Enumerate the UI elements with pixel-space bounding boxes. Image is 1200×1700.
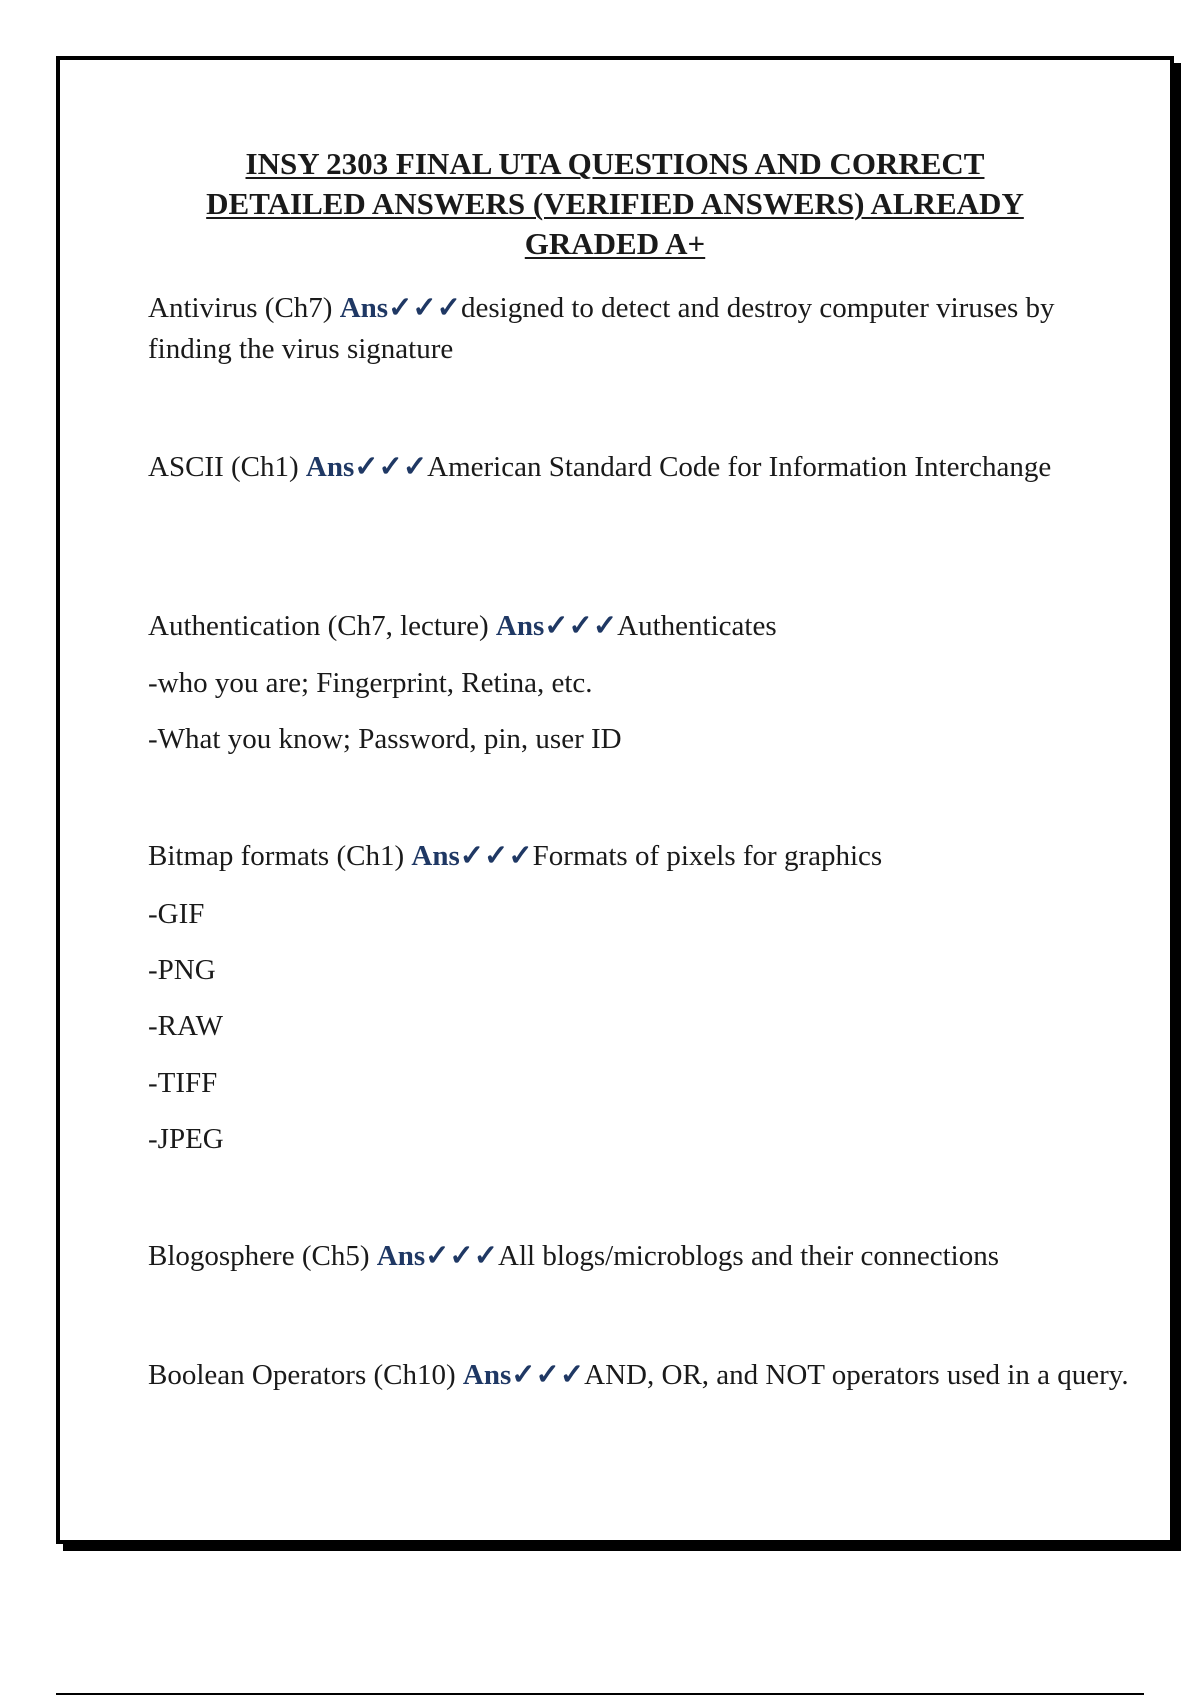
entry-term: Blogosphere (Ch5) [148, 1240, 377, 1272]
entry-detail-line: -PNG [148, 954, 216, 986]
answer-marker: Ans✓✓✓ [411, 840, 533, 872]
entry-term: Authentication (Ch7, lecture) [148, 610, 496, 642]
entry-term: Antivirus (Ch7) [148, 292, 340, 324]
page-frame [56, 56, 1174, 1544]
footer-rule [56, 1693, 1144, 1695]
qa-entry-blogosphere [148, 1236, 1138, 1277]
entry-detail-line: -GIF [148, 898, 205, 930]
qa-entry-ascii [148, 447, 1138, 488]
qa-entry-antivirus [148, 288, 1138, 370]
entry-detail-line: -RAW [148, 1010, 223, 1042]
answer-marker: Ans✓✓✓ [462, 1359, 585, 1391]
entry-answer: designed to detect and destroy computer viruses by finding the virus signature [148, 292, 1055, 365]
entry-answer: Formats of pixels for graphics [532, 840, 883, 872]
entry-term: ASCII (Ch1) [148, 451, 306, 483]
entry-term: Bitmap formats (Ch1) [148, 840, 412, 872]
qa-entry-boolean-operators [148, 1355, 1138, 1396]
answer-marker: Ans✓✓✓ [376, 1240, 499, 1272]
entry-answer: All blogs/microblogs and their connections [498, 1240, 999, 1272]
entry-detail-line: -TIFF [148, 1067, 218, 1099]
entry-detail-line: -JPEG [148, 1123, 224, 1155]
answer-marker: Ans✓✓✓ [495, 610, 618, 642]
entry-detail-line: -What you know; Password, pin, user ID [148, 723, 622, 755]
entry-detail-line: -who you are; Fingerprint, Retina, etc. [148, 667, 593, 699]
qa-entry-authentication [148, 606, 1138, 647]
answer-marker: Ans✓✓✓ [339, 292, 461, 324]
document-title-text: INSY 2303 FINAL UTA QUESTIONS AND CORRECT DETAILED ANSWERS (VERIFIED ANSWERS) ALREADY GRADED A+ [206, 146, 1024, 261]
entry-answer: AND, OR, and NOT operators used in a query. [584, 1359, 1129, 1391]
answer-marker: Ans✓✓✓ [305, 451, 428, 483]
document-title [60, 144, 1170, 264]
entry-answer: American Standard Code for Information Interchange [427, 451, 1052, 483]
entry-answer: Authenticates [617, 610, 777, 642]
entry-term: Boolean Operators (Ch10) [148, 1359, 463, 1391]
qa-entry-bitmap-formats [148, 836, 1138, 877]
